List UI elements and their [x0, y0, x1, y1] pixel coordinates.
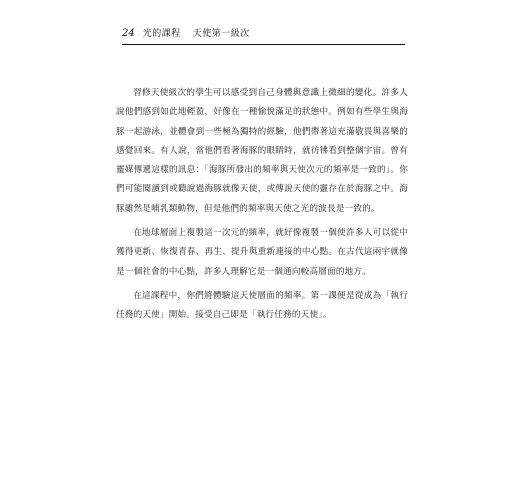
paragraph-1: 習修天使級次的學生可以感受到自己身體與意識上微細的變化。許多人說他們感到如此地輕盈，好像在一種愉悅滿足的狀態中。例如有些學生與海豚一起游泳，並體會到一些極為獨特的經驗，他們帶著這充滿敬畏與喜樂的感覺回來。有人說，當他們看著海豚的眼睛時，就彷彿看到整個宇宙。曾有靈媒傳遞這樣的訊息：「海豚所發出的頻率與天使次元的頻率是一致的」。你們可能閱讀到或聽說過海豚就像天使，或傳說天使的靈存在於海豚之中。海豚雖然是哺乳類動物，但是他們的頻率與天使之光的波長是一致的。: [116, 88, 408, 214]
paragraph-3: 在這課程中，你們將體驗這天使層面的頻率。第一課便是從成為「執行任務的天使」開始。接受自己即是「執行任務的天使」。: [116, 290, 408, 321]
paragraph-2: 在地球層面上複製這一次元的頻率，就好像複製一個使許多人可以從中獲得更新、恢復青春、再生、提升與重新連接的中心點。在古代這兩宇就像是一個社會的中心點，許多人理解它是一個通向較高層面的地方。: [116, 228, 408, 277]
running-title: [143, 26, 250, 39]
body-text: [116, 84, 408, 328]
page-number: 24: [122, 28, 135, 39]
chapter-title: 天使第一級次: [192, 29, 250, 39]
page-header: [122, 26, 405, 45]
book-title: 光的課程: [142, 29, 181, 39]
